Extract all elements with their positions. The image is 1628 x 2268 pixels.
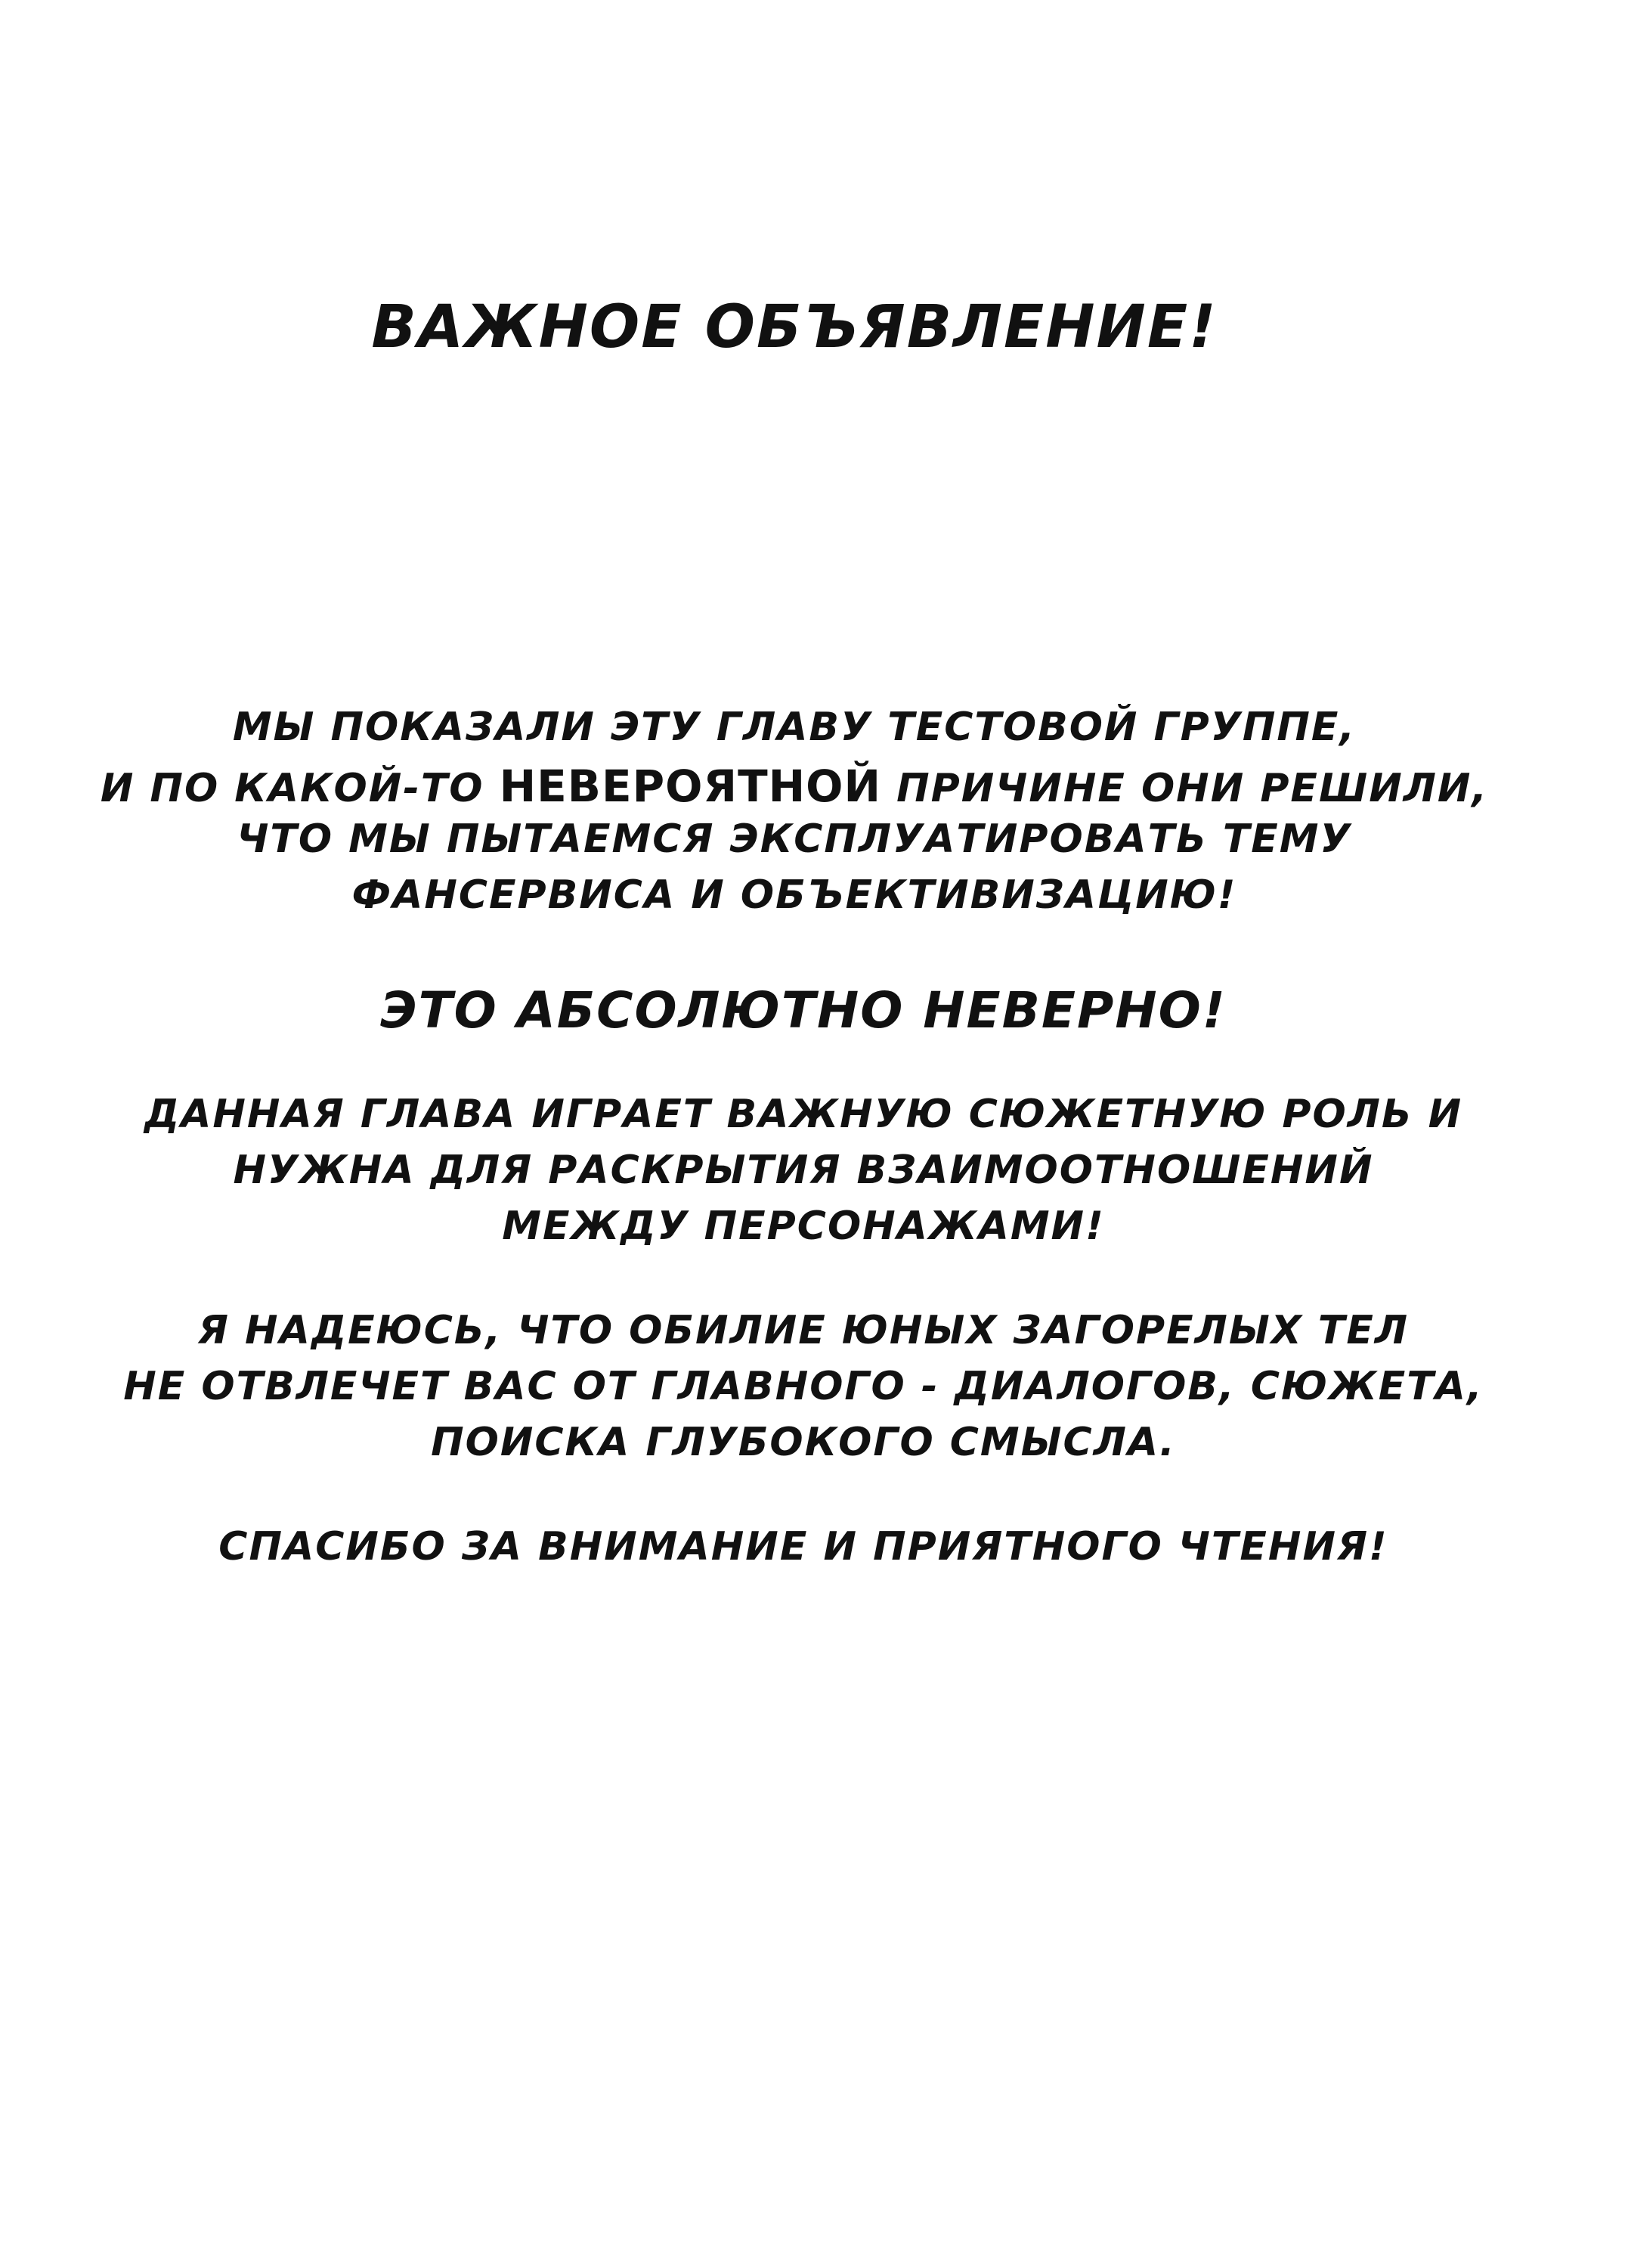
emphasis-heading: ЭТО АБСОЛЮТНО НЕВЕРНО! [380,981,1227,1040]
paragraph2-line1: ДАННАЯ ГЛАВА ИГРАЕТ ВАЖНУЮ СЮЖЕТНУЮ РОЛЬ И [144,1092,1463,1137]
paragraph3-line2: НЕ ОТВЛЕЧЕТ ВАС ОТ ГЛАВНОГО - ДИАЛОГОВ, СЮЖЕТА, [123,1364,1484,1409]
paragraph1-line2-after: ПРИЧИНЕ ОНИ РЕШИЛИ, [896,766,1489,811]
paragraph1-line1: МЫ ПОКАЗАЛИ ЭТУ ГЛАВУ ТЕСТОВОЙ ГРУППЕ, [232,705,1357,750]
paragraph3-line3: ПОИСКА ГЛУБОКОГО СМЫСЛА. [431,1420,1176,1465]
paragraph1-line3: ЧТО МЫ ПЫТАЕМСЯ ЭКСПЛУАТИРОВАТЬ ТЕМУ [237,816,1352,862]
paragraph1-line4: ФАНСЕРВИСА И ОБЪЕКТИВИЗАЦИЮ! [351,872,1237,918]
paragraph1-line2 [0,761,1608,812]
announcement-title: ВАЖНОЕ ОБЪЯВЛЕНИЕ! [371,293,1218,361]
paragraph1-line2-before: И ПО КАКОЙ-ТО [100,766,484,811]
paragraph1-emphasis: НЕВЕРОЯТНОЙ [499,761,882,812]
paragraph3-line1: Я НАДЕЮСЬ, ЧТО ОБИЛИЕ ЮНЫХ ЗАГОРЕЛЫХ ТЕЛ [197,1308,1410,1353]
paragraph2-line2: НУЖНА ДЛЯ РАСКРЫТИЯ ВЗАИМООТНОШЕНИЙ [233,1148,1374,1193]
closing-line: СПАСИБО ЗА ВНИМАНИЕ И ПРИЯТНОГО ЧТЕНИЯ! [218,1524,1388,1569]
paragraph2-line3: МЕЖДУ ПЕРСОНАЖАМИ! [502,1204,1105,1249]
